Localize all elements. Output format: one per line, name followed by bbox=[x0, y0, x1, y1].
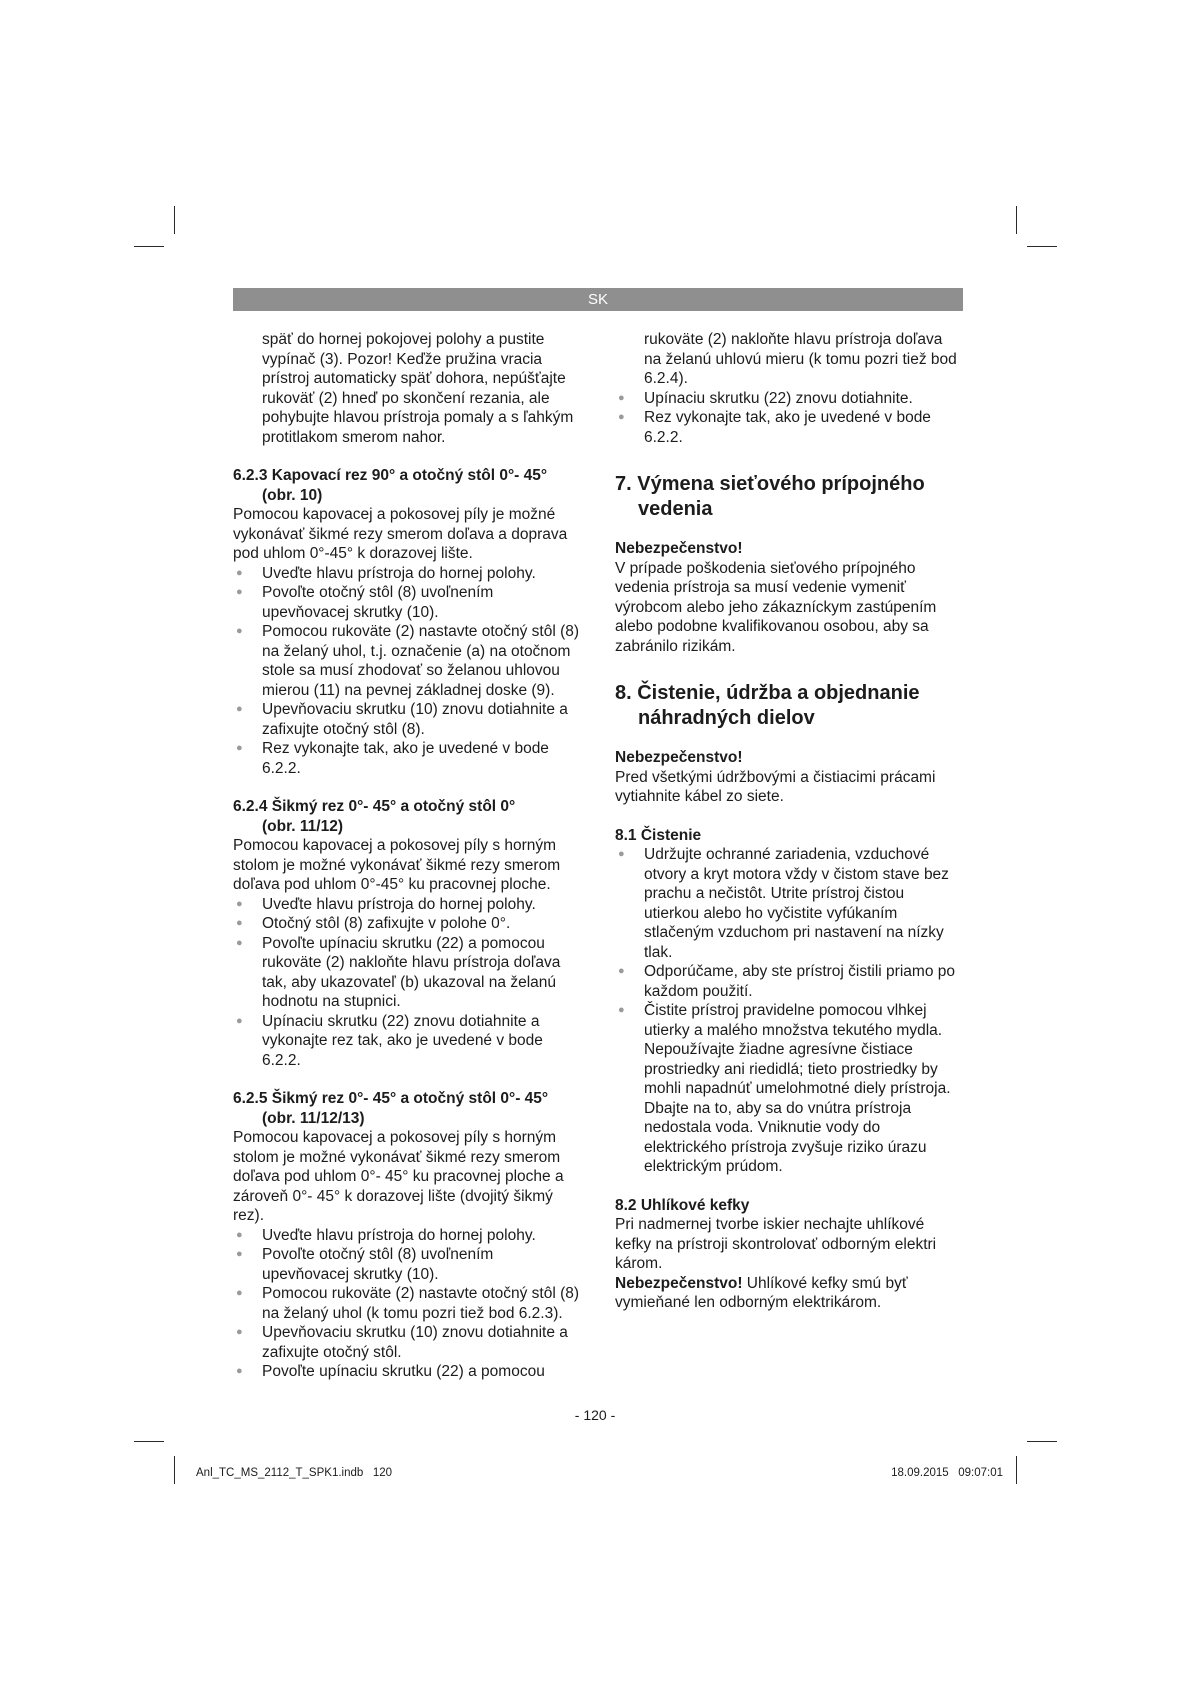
list-item: ● Čistite prístroj pravidelne pomocou vlhkej utierky a malého množstva tekutého mydla. Nepoužívajte žiadne agresívne čistiace prostriedky ani riedidlá; tieto prostriedky by mohli napadnúť umelohmotné diely prístroja. Dbajte na to, aby sa do vnútra prístroja nedostala voda. Vniknutie vody do elektrického prístroja zvyšuje riziko úrazu elektrickým prúdom. bbox=[615, 1001, 963, 1177]
list-item: ● Uveďte hlavu prístroja do hornej polohy. bbox=[233, 564, 581, 584]
list-item: ● Rez vykonajte tak, ako je uvedené v bode 6.2.2. bbox=[615, 408, 963, 447]
section-8-2-danger-text: Uhlíkové kefky smú byť vymieňané len odborným elektrikárom. bbox=[615, 1274, 908, 1311]
footer-file-info: Anl_TC_MS_2112_T_SPK1.indb 120 bbox=[196, 1467, 393, 1479]
left-column bbox=[233, 330, 581, 1382]
intro-paragraph: späť do hornej pokojovej polohy a pustite vypínač (3). Pozor! Keďže pružina vracia prístroj automaticky späť dohora, nepúšťajte rukoväť (2) hneď po skončení rezania, ale pohybujte hlavou prístroja pomaly a s ľahkým protitlakom smerom nahor. bbox=[262, 331, 574, 446]
footer-timestamp: 18.09.2015 09:07:01 bbox=[891, 1467, 1003, 1479]
section-8-body: Pred všetkými údržbovými a čistiacimi prácami vytiahnite kábel zo siete. bbox=[615, 768, 936, 805]
crop-mark-bottom-left-v bbox=[174, 1456, 175, 1484]
crop-mark-top-left-h bbox=[134, 246, 164, 247]
list-item: ● Upevňovaciu skrutku (10) znovu dotiahnite a zafixujte otočný stôl (8). bbox=[233, 700, 581, 739]
list-item: ● Udržujte ochranné zariadenia, vzduchové otvory a kryt motora vždy v čistom stave bez prachu a nečistôt. Utrite prístroj čistou utierkou alebo ho vyčistite vyfúkaním stlačeným vzduchom pri nastavení na nízky tlak. bbox=[615, 845, 963, 962]
section-6-2-5-body: Pomocou kapovacej a pokosovej píly s horným stolom je možné vykonávať šikmé rezy smerom doľava pod uhlom 0°- 45° ku pracovnej ploche a zároveň 0°- 45° k dorazovej lište (dvojitý šikmý rez). bbox=[233, 1129, 564, 1224]
continued-list bbox=[615, 389, 963, 448]
crop-mark-bottom-left-h bbox=[134, 1441, 164, 1442]
page-number: - 120 - bbox=[574, 1407, 616, 1423]
section-6-2-4-body: Pomocou kapovacej a pokosovej píly s horným stolom je možné vykonávať šikmé rezy smerom doľava pod uhlom 0°-45° ku pracovnej ploche. bbox=[233, 837, 561, 893]
list-item: ● Pomocou rukoväte (2) nastavte otočný stôl (8) na želaný uhol (k tomu pozri tiež bod 6.2.3). bbox=[233, 1284, 581, 1323]
language-header-bar bbox=[233, 288, 963, 311]
section-7-danger-label: Nebezpečenstvo! bbox=[615, 540, 743, 557]
crop-mark-top-left-v bbox=[174, 206, 175, 234]
list-item: ● Povoľte otočný stôl (8) uvoľnením upevňovacej skrutky (10). bbox=[233, 1245, 581, 1284]
section-7-body: V prípade poškodenia sieťového prípojného vedenia prístroja sa musí vedenie vymeniť výrobcom alebo jeho zákazníckym zastúpením alebo podobne kvalifikovanou osobou, aby sa zabránilo rizikám. bbox=[615, 559, 937, 655]
section-8-title: 8. Čistenie, údržba a objednanie náhradných dielov bbox=[615, 682, 920, 729]
list-item: ● Rez vykonajte tak, ako je uvedené v bode 6.2.2. bbox=[233, 739, 581, 778]
list-item: ● Povoľte otočný stôl (8) uvoľnením upevňovacej skrutky (10). bbox=[233, 583, 581, 622]
section-8-2-danger bbox=[615, 1274, 963, 1313]
crop-mark-top-right-h bbox=[1027, 246, 1057, 247]
section-7-title: 7. Výmena sieťového prípojného vedenia bbox=[615, 473, 925, 520]
section-8-danger-label: Nebezpečenstvo! bbox=[615, 749, 743, 766]
section-8-2-body: Pri nadmernej tvorbe iskier nechajte uhlíkové kefky na prístroji skontrolovať odborným elektri károm. bbox=[615, 1216, 937, 1272]
list-item: ● Upínaciu skrutku (22) znovu dotiahnite a vykonajte rez tak, ako je uvedené v bode 6.2.2. bbox=[233, 1012, 581, 1071]
list-item: ● Odporúčame, aby ste prístroj čistili priamo po každom použití. bbox=[615, 962, 963, 1001]
section-6-2-4-title: 6.2.4 Šikmý rez 0°- 45° a otočný stôl 0° (obr. 11/12) bbox=[233, 798, 516, 835]
section-8-1-title: 8.1 Čistenie bbox=[615, 826, 702, 844]
section-8-2-danger-label: Nebezpečenstvo! bbox=[615, 1274, 743, 1292]
crop-mark-bottom-right-h bbox=[1027, 1441, 1057, 1442]
section-8-1-list bbox=[615, 845, 963, 1177]
list-item: ● Povoľte upínaciu skrutku (22) a pomocou rukoväte (2) nakloňte hlavu prístroja doľava tak, aby ukazovateľ (b) ukazoval na želanú hodnotu na stupnici. bbox=[233, 934, 581, 1012]
list-item: ● Uveďte hlavu prístroja do hornej polohy. bbox=[233, 895, 581, 915]
section-6-2-5-list bbox=[233, 1226, 581, 1382]
continued-paragraph: rukoväte (2) nakloňte hlavu prístroja doľava na želanú uhlovú mieru (k tomu pozri tiež bod 6.2.4). bbox=[644, 331, 957, 387]
section-6-2-5-title: 6.2.5 Šikmý rez 0°- 45° a otočný stôl 0°- 45° (obr. 11/12/13) bbox=[233, 1090, 549, 1127]
list-item: ● Uveďte hlavu prístroja do hornej polohy. bbox=[233, 1226, 581, 1246]
section-6-2-3-title: 6.2.3 Kapovací rez 90° a otočný stôl 0°- 45° (obr. 10) bbox=[233, 467, 548, 504]
list-item: ● Povoľte upínaciu skrutku (22) a pomocou bbox=[233, 1362, 581, 1382]
list-item: ● Upínaciu skrutku (22) znovu dotiahnite. bbox=[615, 389, 963, 409]
section-6-2-4-list bbox=[233, 895, 581, 1071]
crop-mark-bottom-right-v bbox=[1016, 1456, 1017, 1484]
section-8-2-title: 8.2 Uhlíkové kefky bbox=[615, 1196, 750, 1214]
section-6-2-3-body: Pomocou kapovacej a pokosovej píly je možné vykonávať šikmé rezy smerom doľava a doprava pod uhlom 0°-45° k dorazovej lište. bbox=[233, 506, 568, 562]
crop-mark-top-right-v bbox=[1016, 206, 1017, 234]
section-6-2-3-list bbox=[233, 564, 581, 779]
language-code: SK bbox=[587, 291, 608, 308]
list-item: ● Pomocou rukoväte (2) nastavte otočný stôl (8) na želaný uhol, t.j. označenie (a) na otočnom stole sa musí zhodovať so želanou uhlovou mierou (11) na pevnej základnej doske (9). bbox=[233, 622, 581, 700]
list-item: ● Otočný stôl (8) zafixujte v polohe 0°. bbox=[233, 914, 581, 934]
list-item: ● Upevňovaciu skrutku (10) znovu dotiahnite a zafixujte otočný stôl. bbox=[233, 1323, 581, 1362]
right-column bbox=[615, 330, 963, 1313]
